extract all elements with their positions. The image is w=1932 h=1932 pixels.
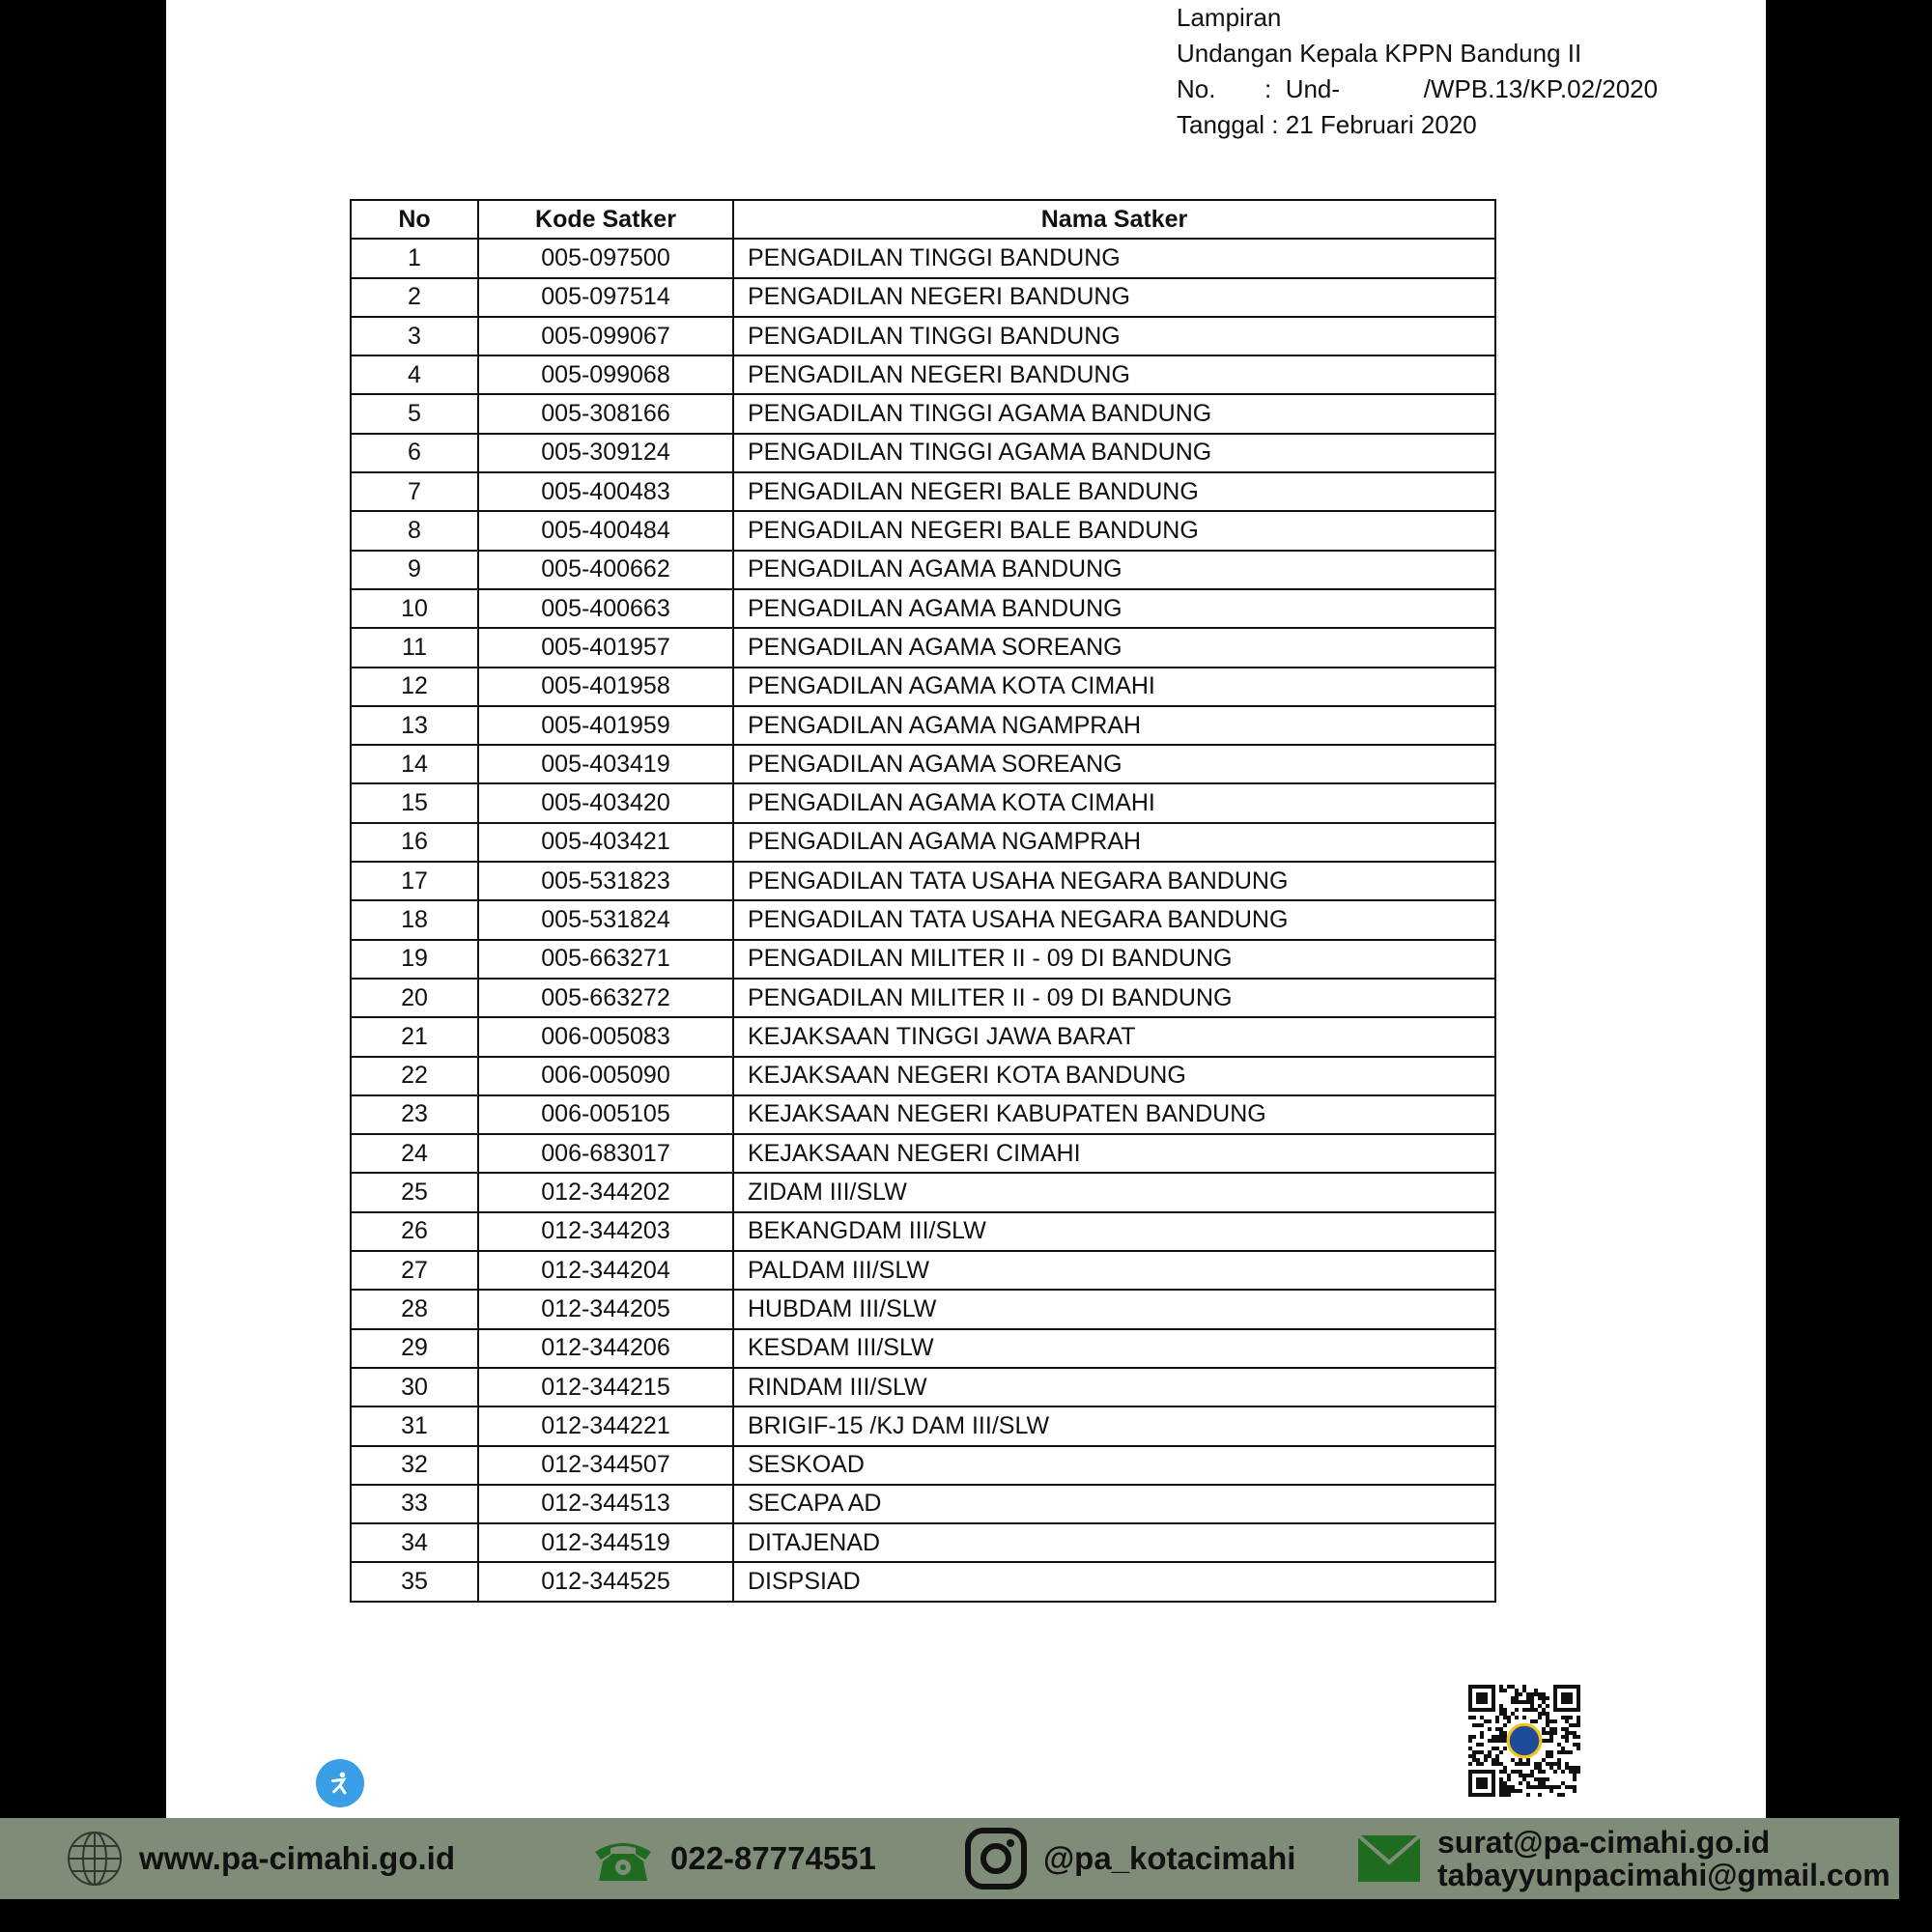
cell-nama-satker: KEJAKSAAN NEGERI KABUPATEN BANDUNG [733,1095,1495,1134]
cell-no: 13 [351,706,478,745]
cell-no: 26 [351,1212,478,1251]
cell-nama-satker: PENGADILAN AGAMA SOREANG [733,745,1495,783]
cell-no: 23 [351,1095,478,1134]
contact-footer [0,1818,1899,1899]
cell-no: 7 [351,472,478,511]
email-tabayyun[interactable]: tabayyunpacimahi@gmail.com [1437,1858,1890,1892]
cell-kode-satker: 005-401959 [478,706,733,745]
cell-no: 11 [351,628,478,667]
globe-icon [66,1830,124,1888]
cell-kode-satker: 005-309124 [478,434,733,472]
cell-no: 22 [351,1057,478,1095]
footer-instagram[interactable] [964,1818,1295,1899]
cell-kode-satker: 005-097500 [478,239,733,277]
footer-website[interactable] [66,1818,455,1899]
table-row [351,1485,1495,1523]
cell-kode-satker: 006-005105 [478,1095,733,1134]
table-row [351,589,1495,628]
cell-kode-satker: 005-097514 [478,278,733,317]
cell-no: 34 [351,1523,478,1562]
cell-no: 21 [351,1017,478,1056]
cell-nama-satker: PENGADILAN TATA USAHA NEGARA BANDUNG [733,862,1495,900]
header-date: Tanggal : 21 Februari 2020 [1177,110,1477,139]
cell-kode-satker: 012-344203 [478,1212,733,1251]
cell-kode-satker: 012-344525 [478,1562,733,1601]
table-row [351,1017,1495,1056]
attachment-header [1177,0,1718,143]
cell-no: 15 [351,783,478,822]
cell-no: 27 [351,1251,478,1290]
table-row [351,979,1495,1017]
cell-no: 5 [351,394,478,433]
cell-nama-satker: PENGADILAN AGAMA BANDUNG [733,551,1495,589]
table-row [351,278,1495,317]
cell-no: 20 [351,979,478,1017]
table-row [351,1523,1495,1562]
cell-nama-satker: KEJAKSAAN NEGERI CIMAHI [733,1134,1495,1173]
cell-nama-satker: PENGADILAN NEGERI BANDUNG [733,278,1495,317]
cell-kode-satker: 005-308166 [478,394,733,433]
cell-nama-satker: BRIGIF-15 /KJ DAM III/SLW [733,1406,1495,1445]
envelope-icon [1356,1833,1422,1884]
instagram-handle[interactable]: @pa_kotacimahi [1043,1840,1296,1876]
cell-nama-satker: PENGADILAN NEGERI BALE BANDUNG [733,472,1495,511]
cell-no: 4 [351,355,478,394]
cell-nama-satker: PENGADILAN TINGGI AGAMA BANDUNG [733,394,1495,433]
cell-kode-satker: 012-344221 [478,1406,733,1445]
cell-nama-satker: KESDAM III/SLW [733,1329,1495,1368]
table-header-row [351,200,1495,239]
cell-kode-satker: 012-344513 [478,1485,733,1523]
cell-no: 6 [351,434,478,472]
cell-kode-satker: 005-403419 [478,745,733,783]
table-row [351,628,1495,667]
cell-nama-satker: HUBDAM III/SLW [733,1290,1495,1328]
table-row [351,1251,1495,1290]
footer-phone[interactable] [591,1818,876,1899]
table-row [351,317,1495,355]
cell-kode-satker: 012-344507 [478,1446,733,1485]
table-row [351,706,1495,745]
cell-nama-satker: PENGADILAN MILITER II - 09 DI BANDUNG [733,979,1495,1017]
table-row [351,823,1495,862]
cell-nama-satker: PENGADILAN TATA USAHA NEGARA BANDUNG [733,900,1495,939]
table-row [351,1212,1495,1251]
cell-kode-satker: 005-531824 [478,900,733,939]
cell-no: 28 [351,1290,478,1328]
table-row [351,862,1495,900]
cell-kode-satker: 005-401957 [478,628,733,667]
cell-no: 10 [351,589,478,628]
table-row [351,511,1495,550]
cell-nama-satker: KEJAKSAAN TINGGI JAWA BARAT [733,1017,1495,1056]
cell-nama-satker: PENGADILAN AGAMA NGAMPRAH [733,823,1495,862]
cell-no: 19 [351,940,478,979]
cell-nama-satker: RINDAM III/SLW [733,1368,1495,1406]
telephone-icon [591,1833,655,1885]
table-row [351,1290,1495,1328]
table-row [351,1368,1495,1406]
accessibility-launcher-button[interactable] [316,1759,364,1807]
cell-kode-satker: 005-403420 [478,783,733,822]
cell-nama-satker: PALDAM III/SLW [733,1251,1495,1290]
cell-no: 32 [351,1446,478,1485]
cell-kode-satker: 012-344204 [478,1251,733,1290]
satker-table [350,199,1496,1603]
table-row [351,783,1495,822]
table-row [351,668,1495,706]
table-row [351,1562,1495,1601]
footer-email[interactable] [1356,1818,1890,1899]
cell-kode-satker: 006-005083 [478,1017,733,1056]
cell-no: 33 [351,1485,478,1523]
table-row [351,1329,1495,1368]
cell-kode-satker: 005-401958 [478,668,733,706]
cell-no: 1 [351,239,478,277]
cell-kode-satker: 005-663272 [478,979,733,1017]
cell-nama-satker: PENGADILAN AGAMA SOREANG [733,628,1495,667]
cell-nama-satker: DITAJENAD [733,1523,1495,1562]
table-row [351,355,1495,394]
cell-no: 2 [351,278,478,317]
cell-kode-satker: 012-344202 [478,1173,733,1211]
header-number: No. : Und- /WPB.13/KP.02/2020 [1177,74,1659,103]
cell-no: 8 [351,511,478,550]
cell-nama-satker: PENGADILAN AGAMA KOTA CIMAHI [733,783,1495,822]
column-header-kode: Kode Satker [478,200,733,239]
cell-no: 31 [351,1406,478,1445]
cell-kode-satker: 005-400484 [478,511,733,550]
table-row [351,434,1495,472]
header-undangan: Undangan Kepala KPPN Bandung II [1177,39,1582,68]
cell-nama-satker: BEKANGDAM III/SLW [733,1212,1495,1251]
cell-nama-satker: SESKOAD [733,1446,1495,1485]
cell-nama-satker: PENGADILAN TINGGI AGAMA BANDUNG [733,434,1495,472]
cell-kode-satker: 005-403421 [478,823,733,862]
qr-code [1468,1685,1580,1797]
cell-kode-satker: 012-344206 [478,1329,733,1368]
cell-no: 24 [351,1134,478,1173]
table-row [351,1446,1495,1485]
cell-kode-satker: 012-344215 [478,1368,733,1406]
cell-no: 30 [351,1368,478,1406]
cell-nama-satker: PENGADILAN NEGERI BANDUNG [733,355,1495,394]
cell-kode-satker: 005-099067 [478,317,733,355]
cell-kode-satker: 005-531823 [478,862,733,900]
table-row [351,551,1495,589]
cell-no: 29 [351,1329,478,1368]
cell-no: 25 [351,1173,478,1211]
cell-nama-satker: PENGADILAN AGAMA KOTA CIMAHI [733,668,1495,706]
accessibility-icon [326,1769,355,1798]
cell-kode-satker: 005-099068 [478,355,733,394]
cell-kode-satker: 012-344205 [478,1290,733,1328]
cell-no: 12 [351,668,478,706]
table-row [351,1134,1495,1173]
column-header-no: No [351,200,478,239]
cell-nama-satker: PENGADILAN TINGGI BANDUNG [733,239,1495,277]
cell-nama-satker: PENGADILAN AGAMA BANDUNG [733,589,1495,628]
email-surat[interactable]: surat@pa-cimahi.go.id [1437,1825,1771,1860]
cell-nama-satker: DISPSIAD [733,1562,1495,1601]
cell-no: 17 [351,862,478,900]
cell-nama-satker: PENGADILAN TINGGI BANDUNG [733,317,1495,355]
cell-kode-satker: 005-663271 [478,940,733,979]
cell-kode-satker: 006-683017 [478,1134,733,1173]
cell-no: 35 [351,1562,478,1601]
table-row [351,472,1495,511]
table-row [351,1095,1495,1134]
column-header-nama: Nama Satker [733,200,1495,239]
cell-kode-satker: 005-400663 [478,589,733,628]
cell-no: 16 [351,823,478,862]
cell-kode-satker: 005-400662 [478,551,733,589]
header-lampiran: Lampiran [1177,3,1282,32]
table-row [351,940,1495,979]
cell-kode-satker: 005-400483 [478,472,733,511]
cell-kode-satker: 012-344519 [478,1523,733,1562]
phone-number[interactable]: 022-87774551 [670,1840,876,1876]
cell-nama-satker: PENGADILAN AGAMA NGAMPRAH [733,706,1495,745]
table-row [351,239,1495,277]
table-row [351,745,1495,783]
cell-no: 3 [351,317,478,355]
email-addresses [1437,1826,1890,1891]
website-link[interactable]: www.pa-cimahi.go.id [139,1840,455,1876]
cell-no: 9 [351,551,478,589]
cell-nama-satker: ZIDAM III/SLW [733,1173,1495,1211]
table-row [351,394,1495,433]
cell-nama-satker: KEJAKSAAN NEGERI KOTA BANDUNG [733,1057,1495,1095]
cell-kode-satker: 006-005090 [478,1057,733,1095]
instagram-icon [964,1827,1028,1890]
cell-nama-satker: SECAPA AD [733,1485,1495,1523]
table-row [351,900,1495,939]
table-row [351,1406,1495,1445]
cell-nama-satker: PENGADILAN MILITER II - 09 DI BANDUNG [733,940,1495,979]
table-row [351,1057,1495,1095]
cell-nama-satker: PENGADILAN NEGERI BALE BANDUNG [733,511,1495,550]
cell-no: 18 [351,900,478,939]
cell-no: 14 [351,745,478,783]
table-row [351,1173,1495,1211]
